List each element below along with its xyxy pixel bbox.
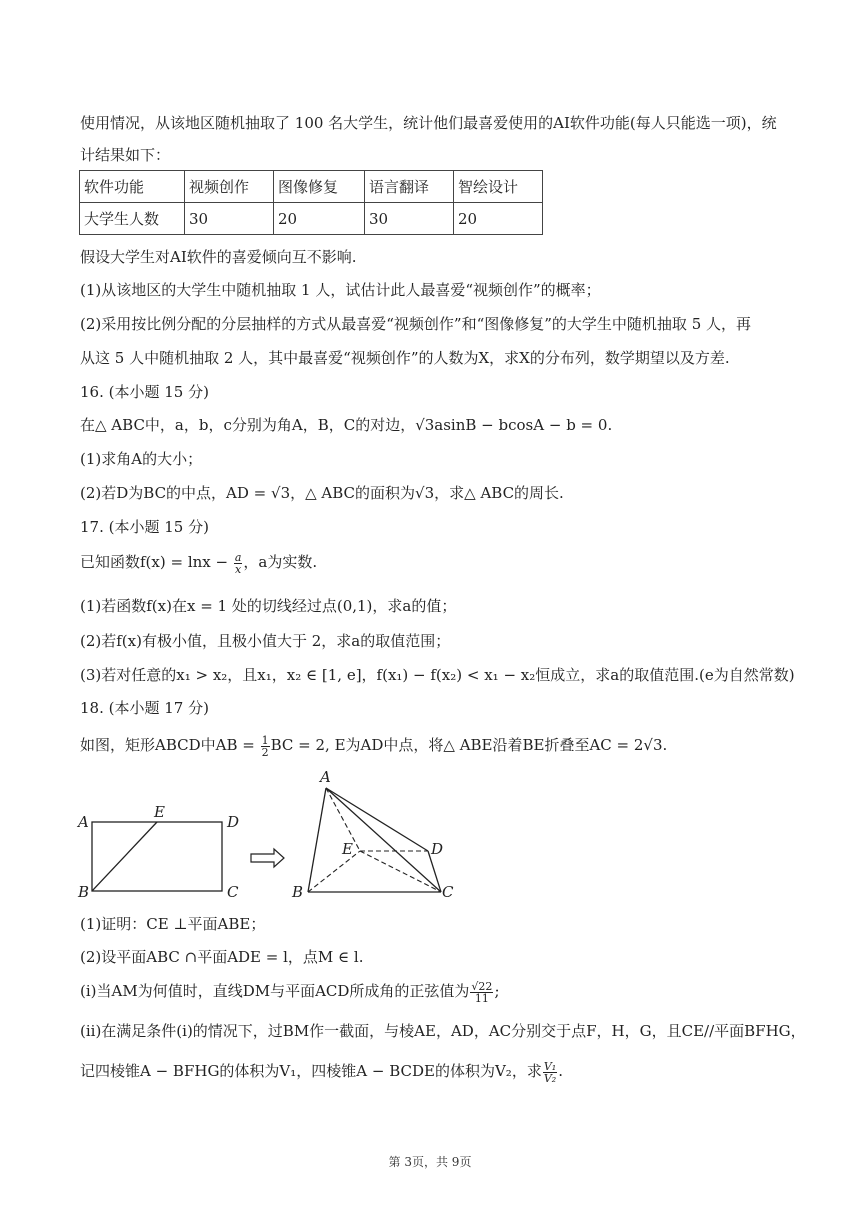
folded-pyramid-diagram [291,768,454,900]
q17-stem-a: 已知函数f(x) = lnx − [80,553,229,571]
q18-part-i-text: (i)当AM为何值时，直线DM与平面ACD所成角的正弦值为 [80,982,470,1000]
table-cell: 图像修复 [274,171,365,203]
arrow-icon [251,849,284,867]
fraction-denominator: x [235,562,242,576]
fraction-denominator: V₂ [543,1071,557,1085]
rectangle-diagram [76,803,239,900]
q15-assumption: 假设大学生对AI软件的喜爱倾向互不影响. [80,248,357,266]
q18-part-ii-end: . [558,1062,563,1080]
q17-stem-b: ，a为实数. [243,553,318,571]
fraction-one-half [261,735,270,758]
edge-ec [360,851,441,892]
table-cell: 软件功能 [80,171,185,203]
fraction-v1-over-v2 [543,1061,557,1084]
label-a-right: A [320,768,331,786]
q17-part-2: (2)若f(x)有极小值，且极小值大于 2，求a的取值范围； [80,632,451,650]
fraction-denominator: 11 [474,991,489,1005]
table-row [80,203,543,235]
label-d-right: D [431,840,444,858]
q15-part-1: (1)从该地区的大学生中随机抽取 1 人，试估计此人最喜爱“视频创作”的概率； [80,281,601,299]
fraction-numerator: V₁ [543,1059,557,1073]
table-cell: 大学生人数 [80,203,185,235]
table-cell: 智绘设计 [454,171,543,203]
fraction-sqrt22-over-11 [470,981,493,1004]
q16-stem: 在△ ABC中，a，b，c分别为角A，B，C的对边，√3asinB − bcosA − b = 0. [80,416,613,434]
q16-part-1: (1)求角A的大小； [80,450,203,468]
label-c-right: C [442,883,454,900]
q18-part-ii-b [80,1060,790,1084]
q18-stem [80,734,790,758]
table-cell: 语言翻译 [365,171,454,203]
segment-be [92,822,157,891]
label-d-left: D [227,813,240,831]
q18-stem-a: 如图，矩形ABCD中AB = [80,736,255,754]
intro-line-2: 计结果如下： [80,146,171,164]
fraction-numerator: a [234,550,242,564]
q17-part-1: (1)若函数f(x)在x = 1 处的切线经过点(0,1)，求a的值； [80,597,457,615]
q15-part-2a: (2)采用按比例分配的分层抽样的方式从最喜爱“视频创作”和“图像修复”的大学生中随机抽取 5 人，再 [80,315,752,333]
geometry-figure [70,765,490,900]
q16-heading: 16. (本小题 15 分) [80,383,209,401]
label-c-left: C [227,883,239,900]
fraction-denominator: 2 [261,745,269,759]
q16-part-2: (2)若D为BC的中点，AD = √3，△ ABC的面积为√3，求△ ABC的周长. [80,484,564,502]
q18-part-ii-a: (ii)在满足条件(i)的情况下，过BM作一截面，与棱AE，AD，AC分别交于点F，H，G，且CE//平面BFHG， [80,1022,806,1040]
q18-stem-b: BC = 2, E为AD中点，将△ ABE沿着BE折叠至AC = 2√3. [270,736,668,754]
table-cell: 30 [365,203,454,235]
q17-stem [80,551,790,575]
q17-part-3: (3)若对任意的x₁ > x₂，且x₁，x₂ ∈ [1, e]，f(x₁) − f(x₂) < x₁ − x₂恒成立，求a的取值范围.(e为自然常数) [80,666,795,684]
q15-part-2b: 从这 5 人中随机抽取 2 人，其中最喜爱“视频创作”的人数为X，求X的分布列，数学期望以及方差. [80,349,730,367]
table-cell: 视频创作 [185,171,274,203]
table-cell: 30 [185,203,274,235]
table-cell: 20 [454,203,543,235]
q18-part-2: (2)设平面ABC ∩平面ADE = l，点M ∈ l. [80,948,364,966]
fraction-numerator: √22 [471,979,493,993]
label-e-right: E [342,840,353,858]
table-cell: 20 [274,203,365,235]
label-b-right: B [292,883,304,900]
intro-line-1: 使用情况，从该地区随机抽取了 100 名大学生，统计他们最喜爱使用的AI软件功能(每人只能选一项)，统 [80,114,777,132]
stats-table [79,170,543,235]
fraction-numerator: 1 [261,733,269,747]
q18-part-1: (1)证明：CE ⊥平面ABE； [80,915,266,933]
q18-heading: 18. (本小题 17 分) [80,699,209,717]
table-header-row [80,171,543,203]
q18-part-i [80,980,790,1004]
q17-heading: 17. (本小题 15 分) [80,518,209,536]
page-footer: 第 3页，共 9页 [388,1155,472,1169]
rectangle-abcd [92,822,222,891]
label-a-left: A [78,813,89,831]
q18-part-ii-text: 记四棱锥A − BFHG的体积为V₁，四棱锥A − BCDE的体积为V₂，求 [80,1062,542,1080]
label-b-left: B [78,883,90,900]
q18-part-i-end: ; [494,982,500,1000]
edge-ab [308,788,326,892]
fraction-a-over-x [234,552,243,575]
label-e-left: E [154,803,165,821]
